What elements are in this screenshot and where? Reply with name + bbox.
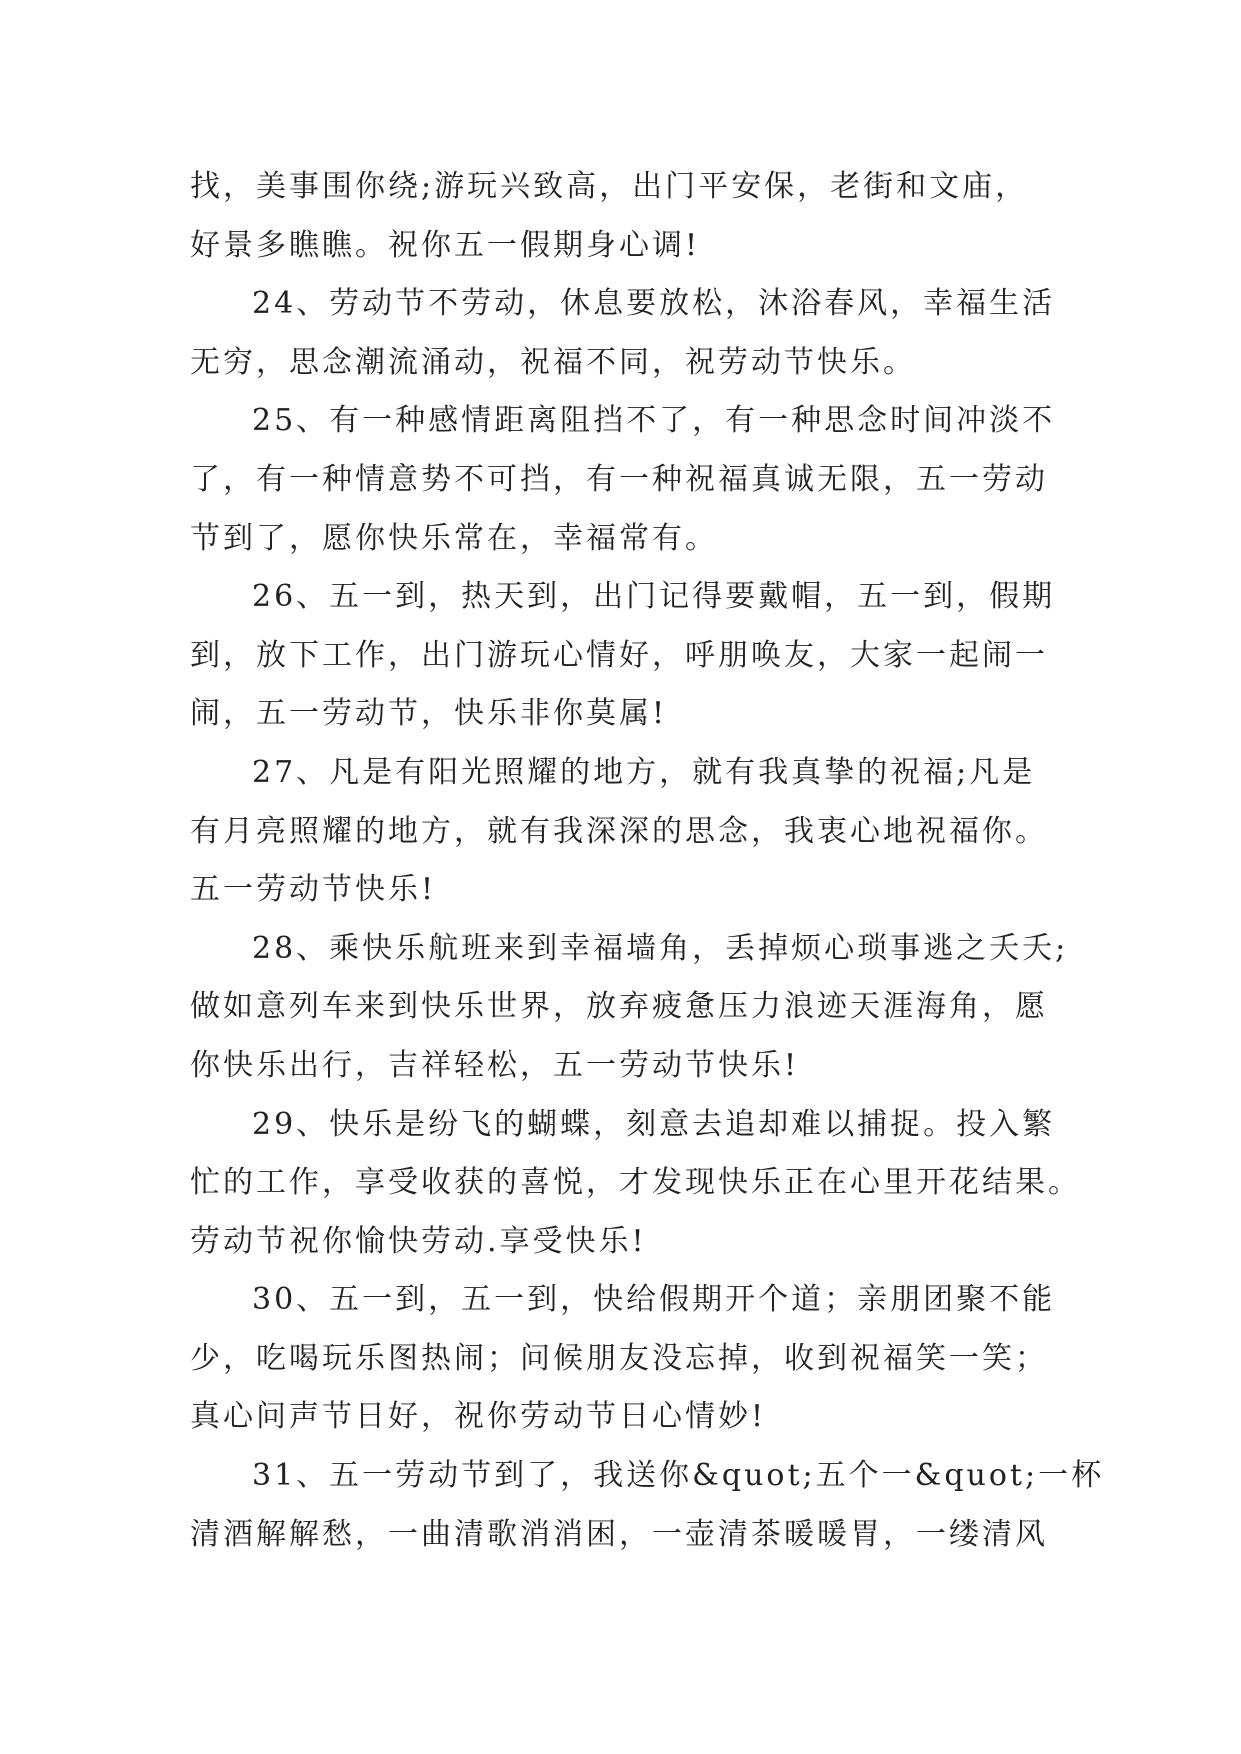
text-line: 有月亮照耀的地方，就有我深深的思念，我衷心地祝福你。 [190, 813, 1048, 849]
text-line: 26、五一到，热天到，出门记得要戴帽，五一到，假期 [252, 579, 1056, 615]
text-line: 五一劳动节快乐! [190, 872, 437, 908]
text-line: 24、劳动节不劳动，休息要放松，沐浴春风，幸福生活 [252, 286, 1056, 322]
text-line: 忙的工作，享受收获的喜悦，才发现快乐正在心里开花结果。 [190, 1165, 1081, 1201]
text-line: 29、快乐是纷飞的蝴蝶，刻意去追却难以捕捉。投入繁 [252, 1106, 1056, 1142]
text-line: 了，有一种情意势不可挡，有一种祝福真诚无限，五一劳动 [190, 461, 1048, 497]
text-line: 好景多瞧瞧。祝你五一假期身心调! [190, 227, 701, 263]
text-line: 25、有一种感情距离阻挡不了，有一种思念时间冲淡不 [252, 403, 1056, 439]
text-line: 你快乐出行，吉祥轻松，五一劳动节快乐! [190, 1047, 800, 1083]
text-line: 无穷，思念潮流涌动，祝福不同，祝劳动节快乐。 [190, 344, 916, 380]
text-line: 少，吃喝玩乐图热闹；问候朋友没忘掉，收到祝福笑一笑； [190, 1340, 1048, 1376]
text-line: 做如意列车来到快乐世界，放弃疲惫压力浪迹天涯海角，愿 [190, 989, 1048, 1025]
text-line: 到，放下工作，出门游玩心情好，呼朋唤友，大家一起闹一 [190, 637, 1048, 673]
text-line: 27、凡是有阳光照耀的地方，就有我真挚的祝福;凡是 [252, 754, 1036, 790]
text-line: 找，美事围你绕;游玩兴致高，出门平安保，老街和文庙， [190, 169, 1029, 204]
text-line: 30、五一到，五一到，快给假期开个道；亲朋团聚不能 [252, 1282, 1056, 1318]
text-line: 真心问声节日好，祝你劳动节日心情妙! [190, 1399, 767, 1435]
text-line: 劳动节祝你愉快劳动.享受快乐! [190, 1223, 647, 1259]
text-line: 清酒解解愁，一曲清歌消消困，一壶清茶暖暖胃，一缕清风 [190, 1516, 1048, 1552]
text-line: 28、乘快乐航班来到幸福墙角，丢掉烦心琐事逃之夭夭; [252, 930, 1069, 966]
document-body [190, 158, 1105, 1564]
text-line: 闹，五一劳动节，快乐非你莫属! [190, 696, 668, 732]
text-line: 节到了，愿你快乐常在，幸福常有。 [190, 520, 718, 556]
text-line: 31、五一劳动节到了，我送你&quot;五个一&quot;一杯 [252, 1458, 1105, 1494]
